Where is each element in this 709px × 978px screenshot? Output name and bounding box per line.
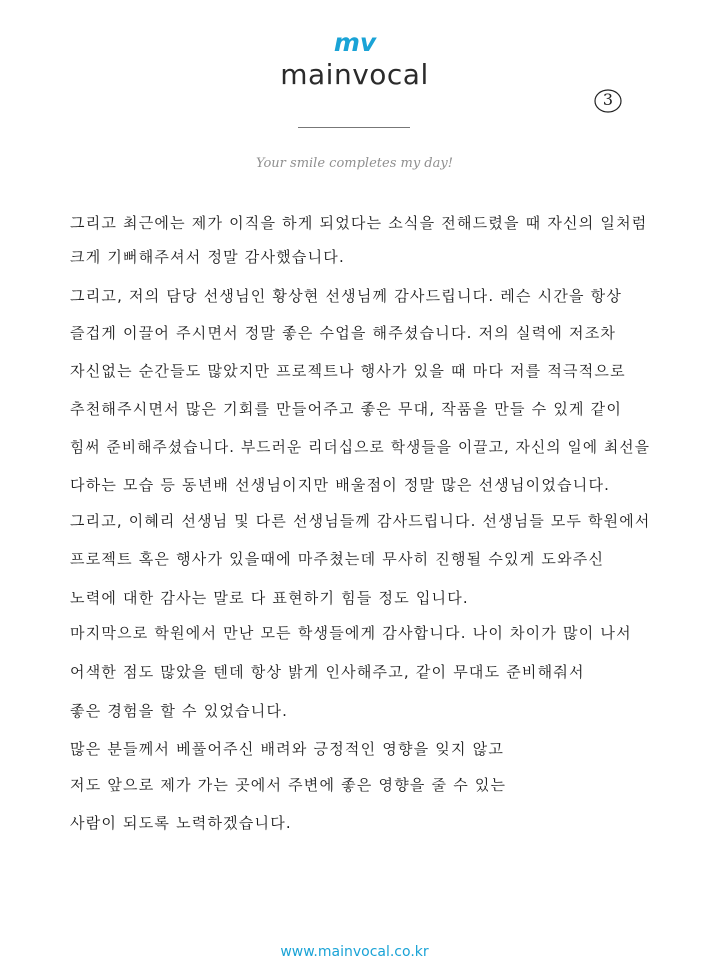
letter-line: 힘써 준비해주셨습니다. 부드러운 리더십으로 학생들을 이끌고, 자신의 일에 최선을 <box>70 438 651 456</box>
letter-line: 마지막으로 학원에서 만난 모든 학생들에게 감사합니다. 나이 차이가 많이 나서 <box>70 624 632 642</box>
letter-line: 많은 분들께서 베풀어주신 배려와 긍정적인 영향을 잊지 않고 <box>70 740 505 758</box>
letter-line: 그리고 최근에는 제가 이직을 하게 되었다는 소식을 전해드렸을 때 자신의 일처럼 <box>70 214 648 232</box>
letter-line: 그리고, 이혜리 선생님 및 다른 선생님들께 감사드립니다. 선생님들 모두 학원에서 <box>70 512 651 530</box>
letter-line: 사람이 되도록 노력하겠습니다. <box>70 814 292 832</box>
brand-name: mainvocal <box>280 58 429 91</box>
letter-line: 좋은 경험을 할 수 있었습니다. <box>70 702 289 720</box>
letter-line: 어색한 점도 많았을 텐데 항상 밝게 인사해주고, 같이 무대도 준비해줘서 <box>70 663 585 681</box>
letter-line: 노력에 대한 감사는 말로 다 표현하기 힘들 정도 입니다. <box>70 589 469 607</box>
svg-text:mv: mv <box>333 30 376 54</box>
letter-line: 다하는 모습 등 동년배 선생님이지만 배울점이 정말 많은 선생님이었습니다. <box>70 476 611 494</box>
letter-line: 추천해주시면서 많은 기회를 만들어주고 좋은 무대, 작품을 만들 수 있게 같이 <box>70 400 623 418</box>
letter-line: 그리고, 저의 담당 선생님인 황상현 선생님께 감사드립니다. 레슨 시간을 항상 <box>70 287 623 305</box>
header-divider <box>298 127 410 128</box>
letter-line: 크게 기뻐해주셔서 정말 감사했습니다. <box>70 248 345 266</box>
website-link[interactable]: www.mainvocal.co.kr <box>280 944 429 960</box>
page-number <box>593 88 623 114</box>
letter-line: 즐겁게 이끌어 주시면서 정말 좋은 수업을 해주셨습니다. 저의 실력에 저조차 <box>70 324 617 342</box>
letter-line: 자신없는 순간들도 많았지만 프로젝트나 행사가 있을 때 마다 저를 적극적으로 <box>70 362 626 380</box>
tagline: Your smile completes my day! <box>256 156 453 171</box>
mv-logo-icon <box>329 30 381 54</box>
letter-line: 저도 앞으로 제가 가는 곳에서 주변에 좋은 영향을 줄 수 있는 <box>70 776 507 794</box>
page-number-label: 3 <box>602 90 614 109</box>
letter-line: 프로젝트 혹은 행사가 있을때에 마주쳤는데 무사히 진행될 수있게 도와주신 <box>70 550 605 568</box>
brand-logo <box>0 30 709 90</box>
